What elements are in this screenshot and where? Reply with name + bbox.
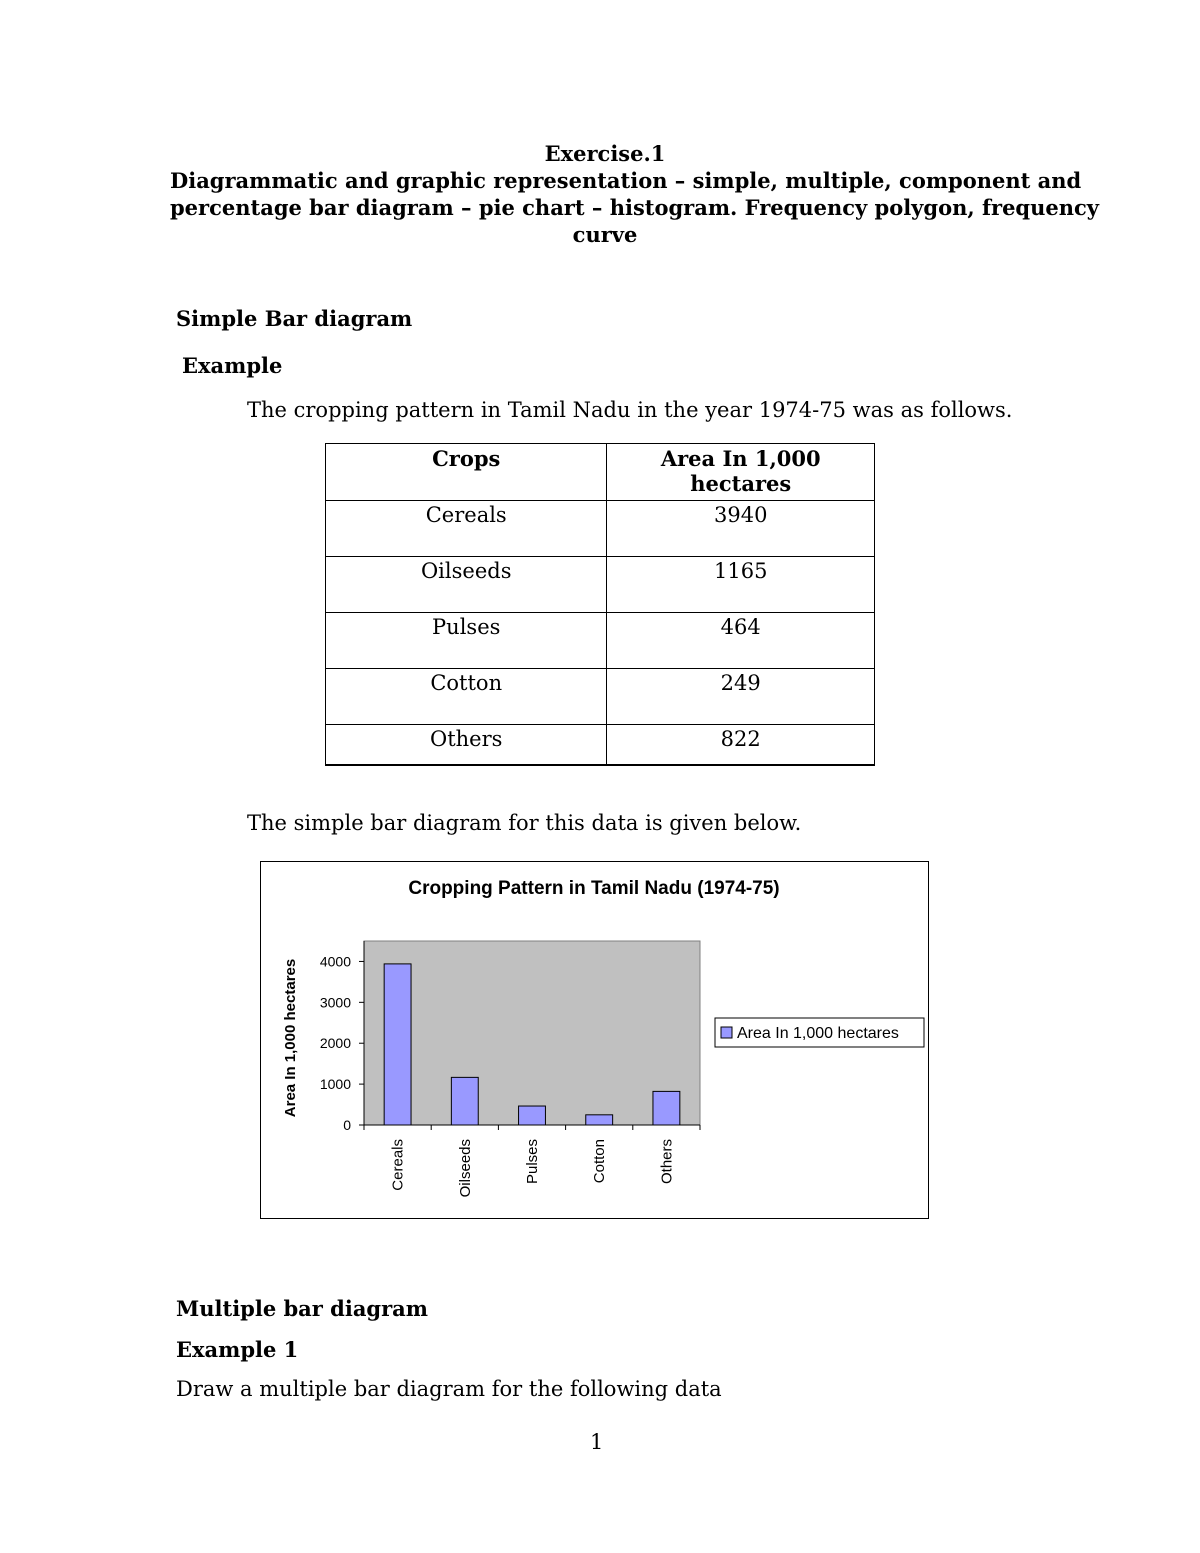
- example-label: Example: [182, 353, 283, 378]
- bar-chart-frame: [260, 861, 929, 1219]
- title-line-1: Exercise.1: [544, 141, 666, 166]
- document-title: [170, 140, 1099, 248]
- plot-area: [364, 941, 700, 1125]
- legend-swatch: [721, 1027, 732, 1038]
- title-line-3: percentage bar diagram – pie chart – histogram. Frequency polygon, frequency: [170, 195, 1099, 220]
- x-tick-label: Others: [658, 1139, 676, 1185]
- table-row: [326, 725, 875, 766]
- table-cell: 464: [607, 613, 875, 669]
- section-heading-multiple-bar: Multiple bar diagram: [176, 1296, 429, 1321]
- x-tick-label: Cotton: [591, 1139, 609, 1184]
- title-line-2: Diagrammatic and graphic representation – simple, multiple, component and: [170, 168, 1082, 193]
- y-axis-label: Area In 1,000 hectares: [282, 958, 299, 1118]
- table-header-row: [326, 444, 875, 501]
- section-heading-simple-bar: Simple Bar diagram: [176, 306, 413, 331]
- table-cell: 249: [607, 669, 875, 725]
- multiple-bar-intro: Draw a multiple bar diagram for the following data: [176, 1377, 722, 1401]
- legend-label: Area In 1,000 hectares: [737, 1025, 899, 1042]
- page-number: 1: [590, 1430, 604, 1454]
- table-cell: 3940: [607, 501, 875, 557]
- table-cell: Cotton: [326, 669, 607, 725]
- chart-title: Cropping Pattern in Tamil Nadu (1974-75): [408, 878, 780, 899]
- table-row: [326, 501, 875, 557]
- bar-cereals: [384, 964, 411, 1125]
- crop-data-table: [325, 443, 875, 766]
- bar-chart: [261, 862, 927, 1217]
- intro-paragraph: The cropping pattern in Tamil Nadu in the year 1974-75 was as follows.: [247, 398, 1013, 422]
- table-header-cell: Crops: [326, 444, 607, 501]
- table-cell: Others: [326, 725, 607, 766]
- table-cell: 822: [607, 725, 875, 766]
- y-tick-label: 3000: [319, 994, 351, 1011]
- bar-oilseeds: [451, 1077, 478, 1125]
- x-tick-label: Cereals: [389, 1139, 407, 1191]
- bar-pulses: [519, 1106, 546, 1125]
- table-row: [326, 669, 875, 725]
- y-axis: [320, 941, 364, 1133]
- y-tick-label: 0: [343, 1117, 351, 1133]
- bar-cotton: [586, 1115, 613, 1125]
- table-cell: Oilseeds: [326, 557, 607, 613]
- legend: [715, 1018, 924, 1047]
- x-tick-label: Pulses: [524, 1139, 541, 1185]
- table-cell: Cereals: [326, 501, 607, 557]
- table-cell: Pulses: [326, 613, 607, 669]
- chart-caption: The simple bar diagram for this data is given below.: [247, 811, 802, 835]
- bar-others: [653, 1091, 680, 1125]
- x-axis: [364, 1125, 700, 1197]
- title-line-4: curve: [572, 222, 638, 247]
- y-tick-label: 4000: [319, 953, 351, 970]
- table-row: [326, 613, 875, 669]
- table-row: [326, 557, 875, 613]
- y-tick-label: 2000: [319, 1035, 351, 1052]
- x-tick-label: Oilseeds: [456, 1139, 474, 1198]
- y-tick-label: 1000: [319, 1076, 351, 1093]
- example-1-label: Example 1: [176, 1337, 299, 1362]
- table-cell: 1165: [607, 557, 875, 613]
- table-header-cell: Area In 1,000 hectares: [607, 444, 875, 501]
